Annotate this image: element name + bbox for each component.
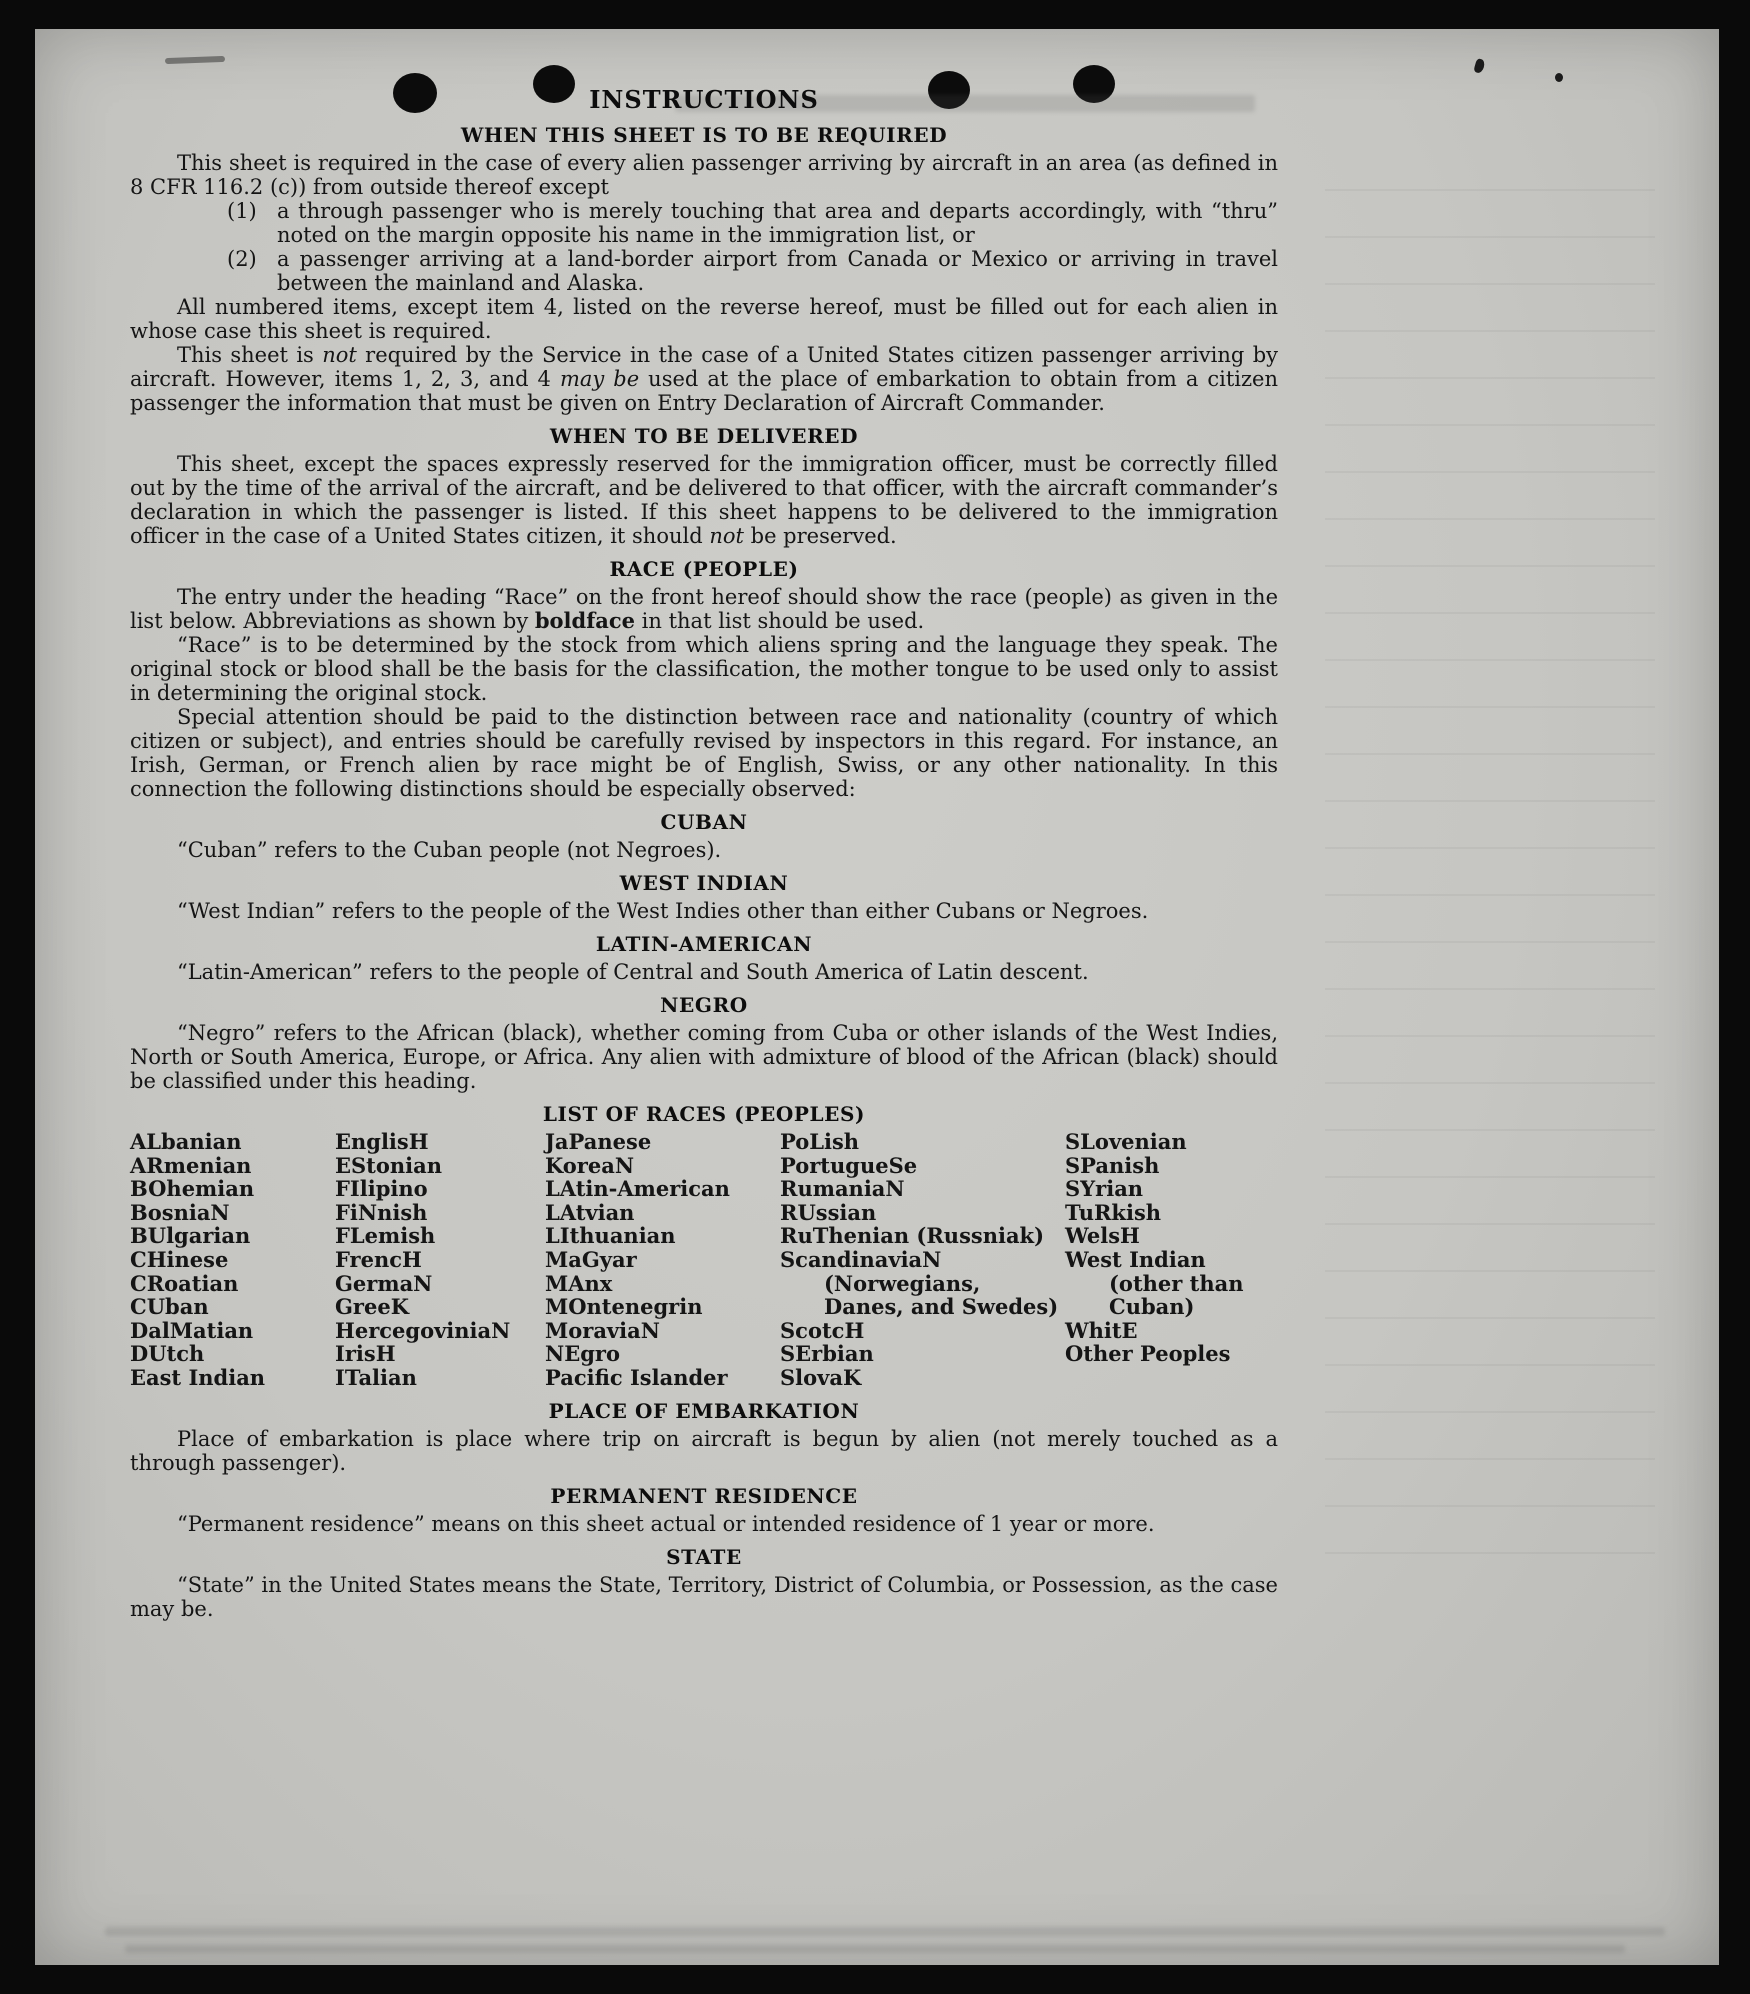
section-heading-residence: PERMANENT RESIDENCE [550,1483,858,1508]
race-item: SYrian [1065,1176,1144,1202]
text-segment-italic: not [709,524,744,548]
race-item: GreeK [335,1294,409,1320]
race-item: ScandinaviaN (Norwegians, Danes, and Swedes) [780,1246,1059,1320]
race-item: MoraviaN [545,1317,660,1343]
doc-title: INSTRUCTIONS [589,85,819,114]
item-number: (1) [227,199,257,223]
race-item: FLemish [335,1223,436,1249]
ink-mark [1473,58,1486,74]
text-segment: This sheet, except the spaces expressly reserved for the immigration officer, must be correctly filled out by the time of the arrival of the aircraft, and be delivered to that officer, with the aircraft commander’s declaration in which the passenger is listed. If this sheet happens to be delivered to the immigration officer in the case of a United States citizen, it should [130,452,1278,548]
race-item: GermaN [335,1270,433,1296]
race-item: LAtin-American [545,1176,730,1202]
race-item: FiNnish [335,1199,428,1225]
race-item: SPanish [1065,1152,1160,1178]
item-text: a through passenger who is merely touching that area and departs accordingly, with “thru” noted on the margin opposite his name in the immigration list, or [277,199,1278,247]
race-item: HercegoviniaN [335,1317,511,1343]
item-number: (2) [227,247,257,271]
race-item: EnglisH [335,1129,429,1154]
race-item: FIlipino [335,1176,428,1202]
races-column-1 [130,1130,335,1390]
paragraph-delivered [130,452,1278,548]
race-item: Pacific Islander [545,1364,728,1390]
race-item: KoreaN [545,1152,635,1178]
instructions-content [130,85,1278,1621]
text-segment-bold: boldface [534,608,635,633]
race-item: PoLish [780,1129,860,1154]
race-item: BOhemian [130,1176,255,1202]
section-heading-west-indian: WEST INDIAN [619,871,789,895]
race-item: WhitE [1065,1317,1138,1343]
paragraph-not-required [130,343,1278,415]
race-item: ITalian [335,1364,417,1390]
race-item: TuRkish [1065,1199,1162,1225]
paragraph-race-3: Special attention should be paid to the distinction between race and nationality (country of which citizen or subject), and entries should be carefully revised by inspectors in this regard. For instance, an Irish, German, or French alien by race might be of English, Swiss, or any other nationality. In this connection the following distinctions should be especially observed: [130,705,1278,801]
race-item: WelsH [1065,1223,1140,1249]
race-item: West Indian (other than Cuban) [1065,1246,1244,1320]
race-item: CRoatian [130,1270,239,1296]
race-item: NEgro [545,1341,620,1367]
text-segment: used at the place of embarkation to obtain from a citizen passenger the information that must be given on Entry Declaration of Aircraft Commander. [130,367,1279,415]
races-column-4 [780,1130,1065,1390]
race-item: FrencH [335,1246,422,1272]
races-column-2 [335,1130,545,1390]
race-item: SErbian [780,1341,874,1367]
ink-mark [165,56,225,64]
item-text: a passenger arriving at a land-border airport from Canada or Mexico or arriving in travel between the mainland and Alaska. [277,247,1278,295]
paragraph-negro: “Negro” refers to the African (black), whether coming from Cuba or other islands of the West Indies, North or South America, Europe, or Africa. Any alien with admixture of blood of the African (black) should be classified under this heading. [130,1021,1278,1093]
race-item: ARmenian [130,1152,252,1178]
paragraph-race-2: “Race” is to be determined by the stock from which aliens spring and the language they speak. The original stock or blood shall be the basis for the classification, the mother tongue to be used only to assist in determining the original stock. [130,633,1278,705]
race-item: ALbanian [130,1129,242,1154]
race-item: RuThenian (Russniak) [780,1223,1045,1249]
races-column-5 [1065,1130,1278,1390]
race-item: Other Peoples [1065,1341,1231,1367]
race-item: JaPanese [545,1129,652,1154]
race-item: MaGyar [545,1246,637,1272]
paragraph-embarkation: Place of embarkation is place where trip on aircraft is begun by alien (not merely touched as a through passenger). [130,1426,1278,1475]
bleed-through-ruling [1325,189,1655,1569]
section-heading-state: STATE [666,1544,742,1569]
race-item: IrisH [335,1341,396,1367]
race-item: ScotcH [780,1317,865,1343]
race-item: RUssian [780,1199,877,1225]
paragraph-race-1 [130,585,1278,633]
numbered-list [227,199,1278,295]
paragraph-cuban: “Cuban” refers to the Cuban people (not Negroes). [177,838,722,862]
text-segment: in that list should be used. [635,609,925,633]
race-item: BUlgarian [130,1223,251,1249]
paragraph-all-items: All numbered items, except item 4, listed on the reverse hereof, must be filled out for each alien in whose case this sheet is required. [130,295,1278,343]
race-item: DalMatian [130,1317,254,1343]
races-table [130,1130,1278,1390]
race-item: MAnx [545,1270,613,1296]
paragraph-state: “State” in the United States means the State, Territory, District of Columbia, or Possession, as the case may be. [130,1572,1278,1621]
bleed-through-smudge [105,1927,1665,1936]
race-item: LIthuanian [545,1223,676,1249]
race-item: SlovaK [780,1364,862,1390]
document-sheet [35,29,1719,1965]
race-item: MOntenegrin [545,1294,703,1320]
text-segment-italic: may be [559,367,640,391]
section-heading-latin-american: LATIN-AMERICAN [595,932,813,956]
races-column-3 [545,1130,780,1390]
race-item: East Indian [130,1364,266,1390]
paragraph-west-indian: “West Indian” refers to the people of the West Indies other than either Cubans or Negroes. [177,899,1149,923]
section-heading-delivered: WHEN TO BE DELIVERED [549,424,859,448]
race-item: SLovenian [1065,1129,1187,1154]
text-segment: required by the Service in the case of a United States citizen passenger arriving by aircraft. However, items 1, 2, 3, and 4 [130,343,1279,391]
list-item [227,199,1278,247]
race-item: PortugueSe [780,1152,918,1178]
section-heading-race: RACE (PEOPLE) [609,557,799,581]
paragraph-required-intro: This sheet is required in the case of every alien passenger arriving by aircraft in an area (as defined in 8 CFR 116.2 (c)) from outside thereof except [130,151,1278,199]
section-heading-cuban: CUBAN [660,810,748,834]
paragraph-residence: “Permanent residence” means on this sheet actual or intended residence of 1 year or more. [177,1511,1155,1536]
text-segment: This sheet is [177,343,323,367]
text-segment-italic: not [322,343,357,367]
ink-mark [1555,73,1563,82]
section-heading-negro: NEGRO [660,993,748,1017]
race-item: RumaniaN [780,1176,905,1202]
section-heading-races-list: LIST OF RACES (PEOPLES) [542,1102,866,1126]
race-item: CUban [130,1294,209,1320]
race-item: DUtch [130,1341,205,1367]
list-item [227,247,1278,295]
race-item: EStonian [335,1152,442,1178]
paragraph-latin-american: “Latin-American” refers to the people of Central and South America of Latin descent. [177,960,1089,984]
race-item: LAtvian [545,1199,635,1225]
text-segment: be preserved. [743,524,897,548]
race-item: CHinese [130,1246,229,1272]
bleed-through-smudge [125,1945,1625,1953]
section-heading-required: WHEN THIS SHEET IS TO BE REQUIRED [460,123,948,147]
text-segment: The entry under the heading “Race” on the front hereof should show the race (people) as given in the list below. Abbreviations as shown by [130,585,1278,633]
section-heading-embarkation: PLACE OF EMBARKATION [548,1398,860,1423]
race-item: BosniaN [130,1199,230,1225]
